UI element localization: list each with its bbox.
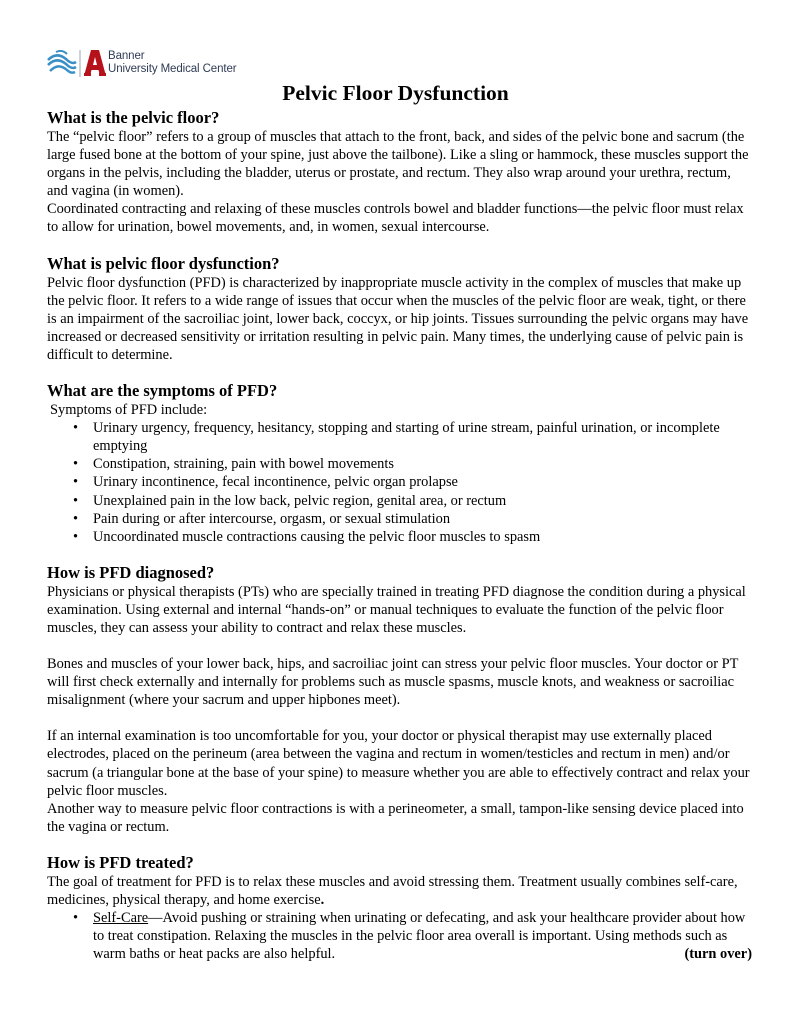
bullet-icon: • (73, 528, 79, 545)
diagnosed-paragraph-4: Another way to measure pelvic floor contractions is with a perineometer, a small, tampon-like sensing device placed into the vagina or rectum. (47, 800, 744, 835)
logo-wordmark (108, 50, 237, 75)
symptoms-intro: Symptoms of PFD include: (50, 402, 208, 419)
list-item (47, 909, 752, 963)
self-care-label: Self-Care (93, 910, 149, 927)
pelvic-floor-paragraph-2: Coordinated contracting and relaxing of these muscles controls bowel and bladder functions—the pelvic floor must relax to allow for urination, bowel movements, and, in women, sexual intercourse. (47, 201, 744, 236)
diagnosed-paragraph-3: If an internal examination is too uncomfortable for you, your doctor or physical therapist may use externally placed electrodes, placed on the perineum (area between the vagina and rectum in women/testicles and rectum in men) and/or sacrum (a triangular bone at the base of your spine) to measure whether you are able to effectively contract and relax your pelvic floor muscles. (47, 728, 750, 799)
turn-over-note: (turn over) (684, 946, 752, 963)
diagnosed-paragraph-2: Bones and muscles of your lower back, hips, and sacroiliac joint can stress your pelvic floor muscles. Your doctor or PT will first check externally and internally for problems such as muscle spasms, muscle knots, and weakness or sacroiliac misalignment (where your sacrum and upper hipbones meet). (47, 656, 739, 709)
bullet-icon: • (73, 492, 79, 509)
bullet-icon: • (73, 474, 79, 491)
diagnosed-paragraph-1: Physicians or physical therapists (PTs) who are specially trained in treating PFD diagnose the condition during a physical examination. Using external and internal “hands-on” or manual techniques to evaluate the function of the pelvic floor muscles, they can assess your ability to contract and relax these muscles. (47, 583, 746, 636)
symptoms-list (47, 419, 752, 546)
list-item: • Urinary incontinence, fecal incontinence, pelvic organ prolapse (73, 474, 458, 491)
list-item: • Pain during or after intercourse, orgasm, or sexual stimulation (73, 510, 451, 527)
treatment-list (47, 909, 752, 963)
bullet-icon: • (73, 456, 79, 473)
list-item: • Constipation, straining, pain with bowel movements (73, 456, 394, 473)
section-heading-symptoms: What are the symptoms of PFD? (47, 381, 278, 401)
list-item: • Unexplained pain in the low back, pelvic region, genital area, or rectum (73, 492, 507, 509)
section-heading-diagnosed: How is PFD diagnosed? (47, 562, 215, 582)
logo-line-1: Banner (108, 50, 145, 62)
section-heading-dysfunction: What is pelvic floor dysfunction? (47, 253, 280, 273)
treated-paragraph: The goal of treatment for PFD is to relax these muscles and avoid stressing them. Treatment usually combines self-care, medicines, physical therapy, and home exercise. (47, 873, 738, 908)
section-heading-treated: How is PFD treated? (47, 852, 194, 872)
bullet-icon: • (73, 420, 79, 437)
dysfunction-paragraph: Pelvic floor dysfunction (PFD) is characterized by inappropriate muscle activity in the complex of muscles that make up the pelvic floor. It refers to a wide range of issues that occur when the muscles of the pelvic floor are weak, tight, or there is an impairment of the sacroiliac joint, lower back, coccyx, or hip joints. Tissues surrounding the pelvic organs may have increased or decreased sensitivity or irritation resulting in pelvic pain. Many times, the underlying cause of pelvic pain is difficult to determine. (47, 274, 749, 363)
bullet-icon: • (73, 910, 79, 927)
self-care-text: —Avoid pushing or straining when urinating or defecating, and ask your healthcare provider about how to treat constipation. Relaxing the muscles in the pelvic floor area overall is important. Using methods such as warm baths or heat packs are also helpful. (93, 910, 746, 963)
document-body (47, 108, 752, 963)
logo-line-2: University Medical Center (108, 62, 237, 75)
pelvic-floor-paragraph-1: The “pelvic floor” refers to a group of muscles that attach to the front, back, and sides of the pelvic bone and sacrum (the large fused bone at the bottom of your spine, just above the tailbone). Like a sling or hammock, these muscles support the organs in the pelvis, including the bladder, uterus or prostate, and rectum. They also wrap around your urethra, rectum, and vagina (in women). (47, 129, 749, 200)
university-a-icon (84, 48, 106, 78)
bullet-icon: • (73, 510, 79, 527)
page-title: Pelvic Floor Dysfunction (282, 81, 509, 105)
list-item: • Urinary urgency, frequency, hesitancy, stopping and starting of urine stream, painful urination, or incomplete emptying (73, 420, 720, 455)
section-heading-pelvic-floor: What is the pelvic floor? (47, 108, 220, 127)
list-item: • Uncoordinated muscle contractions causing the pelvic floor muscles to spasm (73, 528, 541, 545)
